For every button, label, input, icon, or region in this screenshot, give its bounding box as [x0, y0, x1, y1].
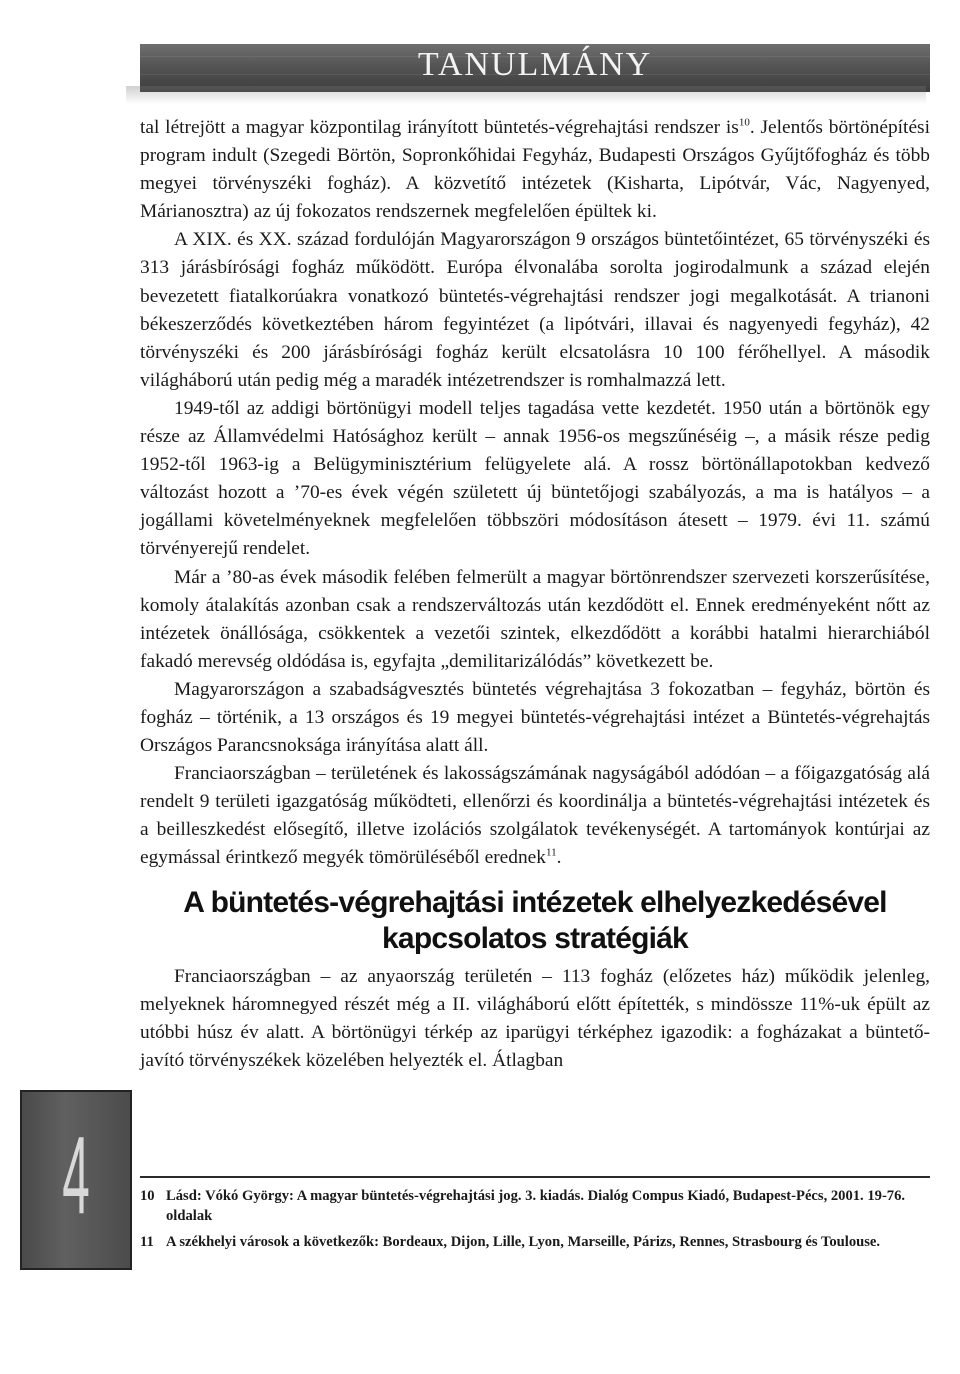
chapter-tab [20, 1090, 132, 1270]
footnote-text: A székhelyi városok a következők: Bordeaux, Dijon, Lille, Lyon, Marseille, Párizs, Rennes, Strasbourg és Toulouse. [166, 1234, 881, 1250]
paragraph: Magyarországon a szabadságvesztés büntetés végrehajtása 3 fokozatban – fegyház, börtön és fogház – történik, a 13 országos és 19 megyei büntetés-végrehajtási intézet a Büntetés-végrehajtás Országos Parancsnoksága irányítása alatt áll. [140, 678, 930, 757]
footnote-divider [140, 1176, 930, 1178]
chapter-number: 4 [62, 1114, 90, 1237]
paragraph: Franciaországban – az anyaország területén – 113 fogház (előzetes ház) működik jelenleg, melyeknek háromnegyed részét még a II. világháború előtt építették, s mindössze 11%-uk épült az utóbbi húsz év alatt. A börtönügyi térkép az iparügyi térképhez igazodik: a fogházakat a büntető-javító törvényszékek közelében helyezték el. Átlagban [140, 965, 930, 1071]
paragraph: tal létrejött a magyar központilag irányított büntetés-végrehajtási rendszer $is^{10}$. Jelentős börtönépítési program indult (Szegedi Börtön, Sopronkőhidai Fegyház, Budapesti Országos Gyűjtőfogház és több megyei törvényszéki fogház). A közvetítő intézetek (Kisharta, Lipótvár, Vác, Nagyenyed, Márianosztra) az új fokozatos rendszernek megfelelően épültek ki. [140, 116, 930, 223]
paragraph: Már a ’80-as évek második felében felmerült a magyar börtönrendszer szervezeti korszerűsítése, komoly átalakítás azonban csak a rendszerváltozás után kezdődött el. Ennek eredményeként nőtt az intézetek önállósága, csökkentek a vezetői szintek, elkezdődött a korábbi hatalmi hierarchiából fakadó merevség oldódása is, egyfajta „demilitarizálódás” következett be. [140, 566, 930, 672]
article-body [140, 114, 930, 1075]
header-band [140, 44, 930, 92]
header-shadow [126, 86, 926, 104]
paragraph: A XIX. és XX. század fordulóján Magyarországon 9 országos büntetőintézet, 65 törvényszéki és 313 járásbírósági fogház működött. Európa élvonalába sorolta jogirodalmunk a század elején bevezetett fiatalkorúakra vonatkozó büntetés-végrehajtási rendszer jogi megalkotását. A trianoni békeszerződés következtében három fegyintézet (a lipótvári, illavai és nagyenyedi fegyház), 42 törvényszéki és 200 járásbírósági fogház került elcsatolásra 10 100 férőhellyel. A második világháború után pedig még a maradék intézetrendszer is romhalmazzá lett. [140, 229, 930, 391]
footnote-ref[interactable]: 11 [545, 846, 557, 859]
footnote-item [140, 1186, 930, 1226]
footnote-text: Lásd: Vókó György: A magyar büntetés-végrehajtási jog. 3. kiadás. Dialóg Compus Kiadó, Budapest-Pécs, 2001. 19-76. oldalak [166, 1188, 906, 1224]
footnote-ref[interactable]: 10 [738, 116, 750, 129]
footnote-number: 10 [140, 1188, 155, 1204]
footnote-number: 11 [140, 1234, 154, 1250]
footnotes [140, 1186, 930, 1258]
section-heading: A büntetés-végrehajtási intézetek elhelyezkedésével kapcsolatos stratégiák [183, 885, 887, 955]
footnote-item [140, 1232, 930, 1252]
paragraph: Franciaországban – területének és lakosságszámának nagyságából adódóan – a főigazgatóság alá rendelt 9 területi igazgatóság működteti, ellenőrzi és koordinálja a büntetés-végrehajtási intézetek és a beilleszkedést elősegítő, illetve izolációs szolgálatok tevékenységét. A tartományok kontúrjai az egymással érintkező megyék tömörüléséből erednek$^{11}$. [140, 763, 930, 869]
section-header-title: TANULMÁNY [417, 46, 653, 83]
paragraph: 1949-től az addigi börtönügyi modell teljes tagadása vette kezdetét. 1950 után a börtönök egy része az Államvédelmi Hatósághoz került – annak 1956-os megszűnéséig –, a másik része pedig 1952-től 1963-ig a Belügyminisztérium felügyelete alá. A rossz börtönállapotokban kedvező változást hozott a ’70-es évek végén született új büntetőjogi szabályozás, a ma is hatályos – a jogállami követelményeknek megfelelően többszöri módosításon átesett – 1979. évi 11. számú törvényerejű rendelet. [140, 397, 930, 560]
